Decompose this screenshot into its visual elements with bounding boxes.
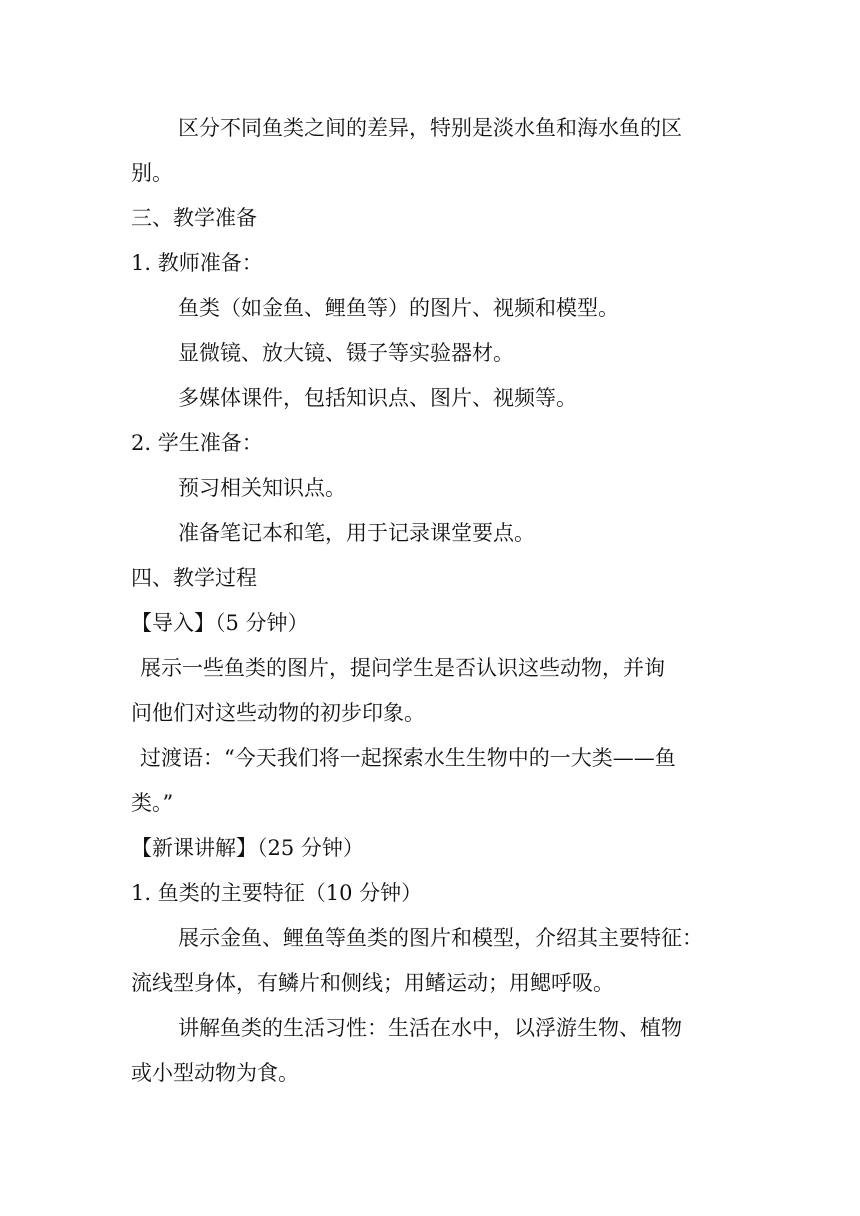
subsection-heading: 【新课讲解】（25 分钟） <box>131 836 364 860</box>
paragraph-line: 过渡语：“今天我们将一起探索水生生物中的一大类——鱼 <box>140 746 676 770</box>
subsection-heading: 【导入】（5 分钟） <box>131 611 309 635</box>
paragraph-line: 鱼类（如金鱼、鲤鱼等）的图片、视频和模型。 <box>178 296 619 320</box>
paragraph-line: 别。 <box>131 161 173 185</box>
paragraph-line: 多媒体课件，包括知识点、图片、视频等。 <box>178 386 577 410</box>
numbered-item: 1. 教师准备： <box>131 251 263 275</box>
section-heading: 三、教学准备 <box>131 206 257 230</box>
paragraph-line: 或小型动物为食。 <box>131 1061 299 1085</box>
numbered-item: 1. 鱼类的主要特征（10 分钟） <box>131 881 423 905</box>
paragraph-line: 区分不同鱼类之间的差异，特别是淡水鱼和海水鱼的区 <box>178 116 682 140</box>
paragraph-line: 预习相关知识点。 <box>178 476 346 500</box>
numbered-item: 2. 学生准备： <box>131 431 263 455</box>
paragraph-line: 展示一些鱼类的图片，提问学生是否认识这些动物，并询 <box>140 656 665 680</box>
section-heading: 四、教学过程 <box>131 566 257 590</box>
paragraph-line: 类。” <box>131 791 174 815</box>
paragraph-line: 流线型身体，有鳞片和侧线；用鳍运动；用鳃呼吸。 <box>131 971 614 995</box>
paragraph-line: 展示金鱼、鲤鱼等鱼类的图片和模型，介绍其主要特征： <box>178 926 703 950</box>
paragraph-line: 准备笔记本和笔，用于记录课堂要点。 <box>178 521 535 545</box>
paragraph-line: 问他们对这些动物的初步印象。 <box>131 701 425 725</box>
paragraph-line: 显微镜、放大镜、镊子等实验器材。 <box>178 341 514 365</box>
paragraph-line: 讲解鱼类的生活习性：生活在水中，以浮游生物、植物 <box>178 1016 682 1040</box>
